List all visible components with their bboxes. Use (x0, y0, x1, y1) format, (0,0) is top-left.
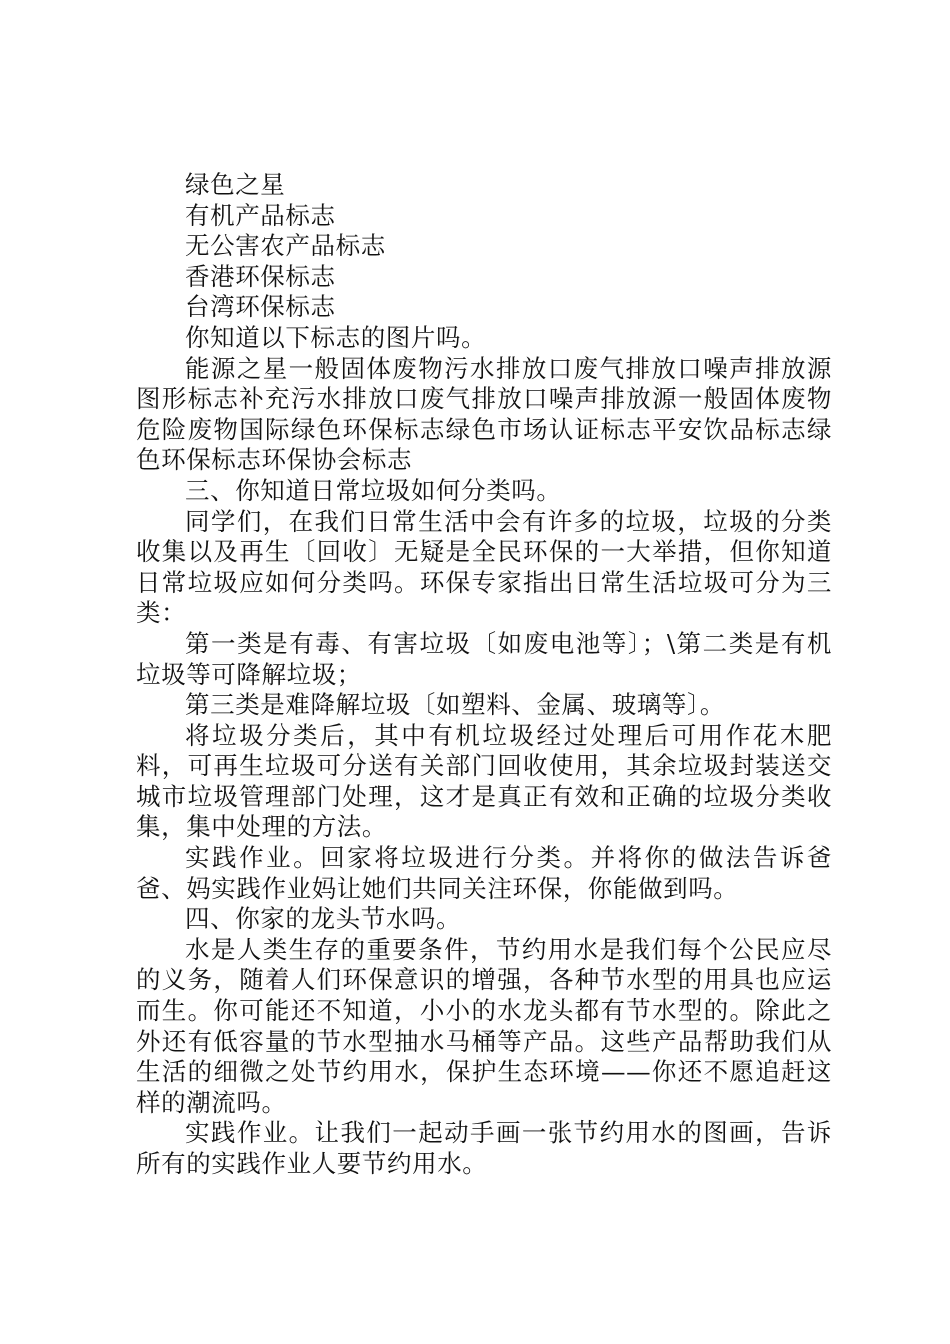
paragraph-category-one-two: 第一类是有毒、有害垃圾〔如废电池等〕；\第二类是有机垃圾等可降解垃圾； (136, 628, 832, 689)
paragraph-practice-one: 实践作业。回家将垃圾进行分类。并将你的做法告诉爸爸、妈实践作业妈让她们共同关注环保，你能做到吗。 (136, 843, 832, 903)
paragraph-sorting-intro: 同学们，在我们日常生活中会有许多的垃圾，垃圾的分类收集以及再生〔回收〕无疑是全民环保的一大举措，但你知道日常垃圾应如何分类吗。环保专家指出日常生活垃圾可分为三类： (136, 506, 832, 628)
paragraph-green-star: 绿色之星 (185, 170, 286, 199)
paragraph-sorting-method: 将垃圾分类后，其中有机垃圾经过处理后可用作花木肥料，可再生垃圾可分送有关部门回收使用，其余垃圾封装送交城市垃圾管理部门处理，这才是真正有效和正确的垃圾分类收集，集中处理的方法。 (136, 720, 832, 842)
paragraph-practice-two: 实践作业。让我们一起动手画一张节约用水的图画，告诉所有的实践作业人要节约用水。 (136, 1118, 832, 1178)
paragraph-label-list: 能源之星一般固体废物污水排放口废气排放口噪声排放源图形标志补充污水排放口废气排放口噪声排放源一般固体废物危险废物国际绿色环保标志绿色市场认证标志平安饮品标志绿色环保标志环保协会标志 (136, 353, 832, 475)
paragraph-pollution-free-label: 无公害农产品标志 (185, 231, 386, 261)
section-heading-three: 三、你知道日常垃圾如何分类吗。 (185, 475, 562, 505)
document-body (136, 170, 832, 1180)
paragraph-category-three: 第三类是难降解垃圾〔如塑料、金属、玻璃等〕。 (185, 690, 725, 720)
paragraph-water-saving: 水是人类生存的重要条件，节约用水是我们每个公民应尽的义务，随着人们环保意识的增强，各种节水型的用具也应运而生。你可能还不知道，小小的水龙头都有节水型的。除此之外还有低容量的节水型抽水马桶等产品。这些产品帮助我们从生活的细微之处节约用水，保护生态环境——你还不愿追赶这样的潮流吗。 (136, 934, 832, 1117)
paragraph-question-images: 你知道以下标志的图片吗。 (185, 322, 487, 352)
paragraph-hongkong-label: 香港环保标志 (185, 261, 336, 291)
paragraph-organic-label: 有机产品标志 (185, 200, 336, 230)
section-heading-four: 四、你家的龙头节水吗。 (185, 904, 462, 934)
paragraph-taiwan-label: 台湾环保标志 (185, 292, 336, 322)
